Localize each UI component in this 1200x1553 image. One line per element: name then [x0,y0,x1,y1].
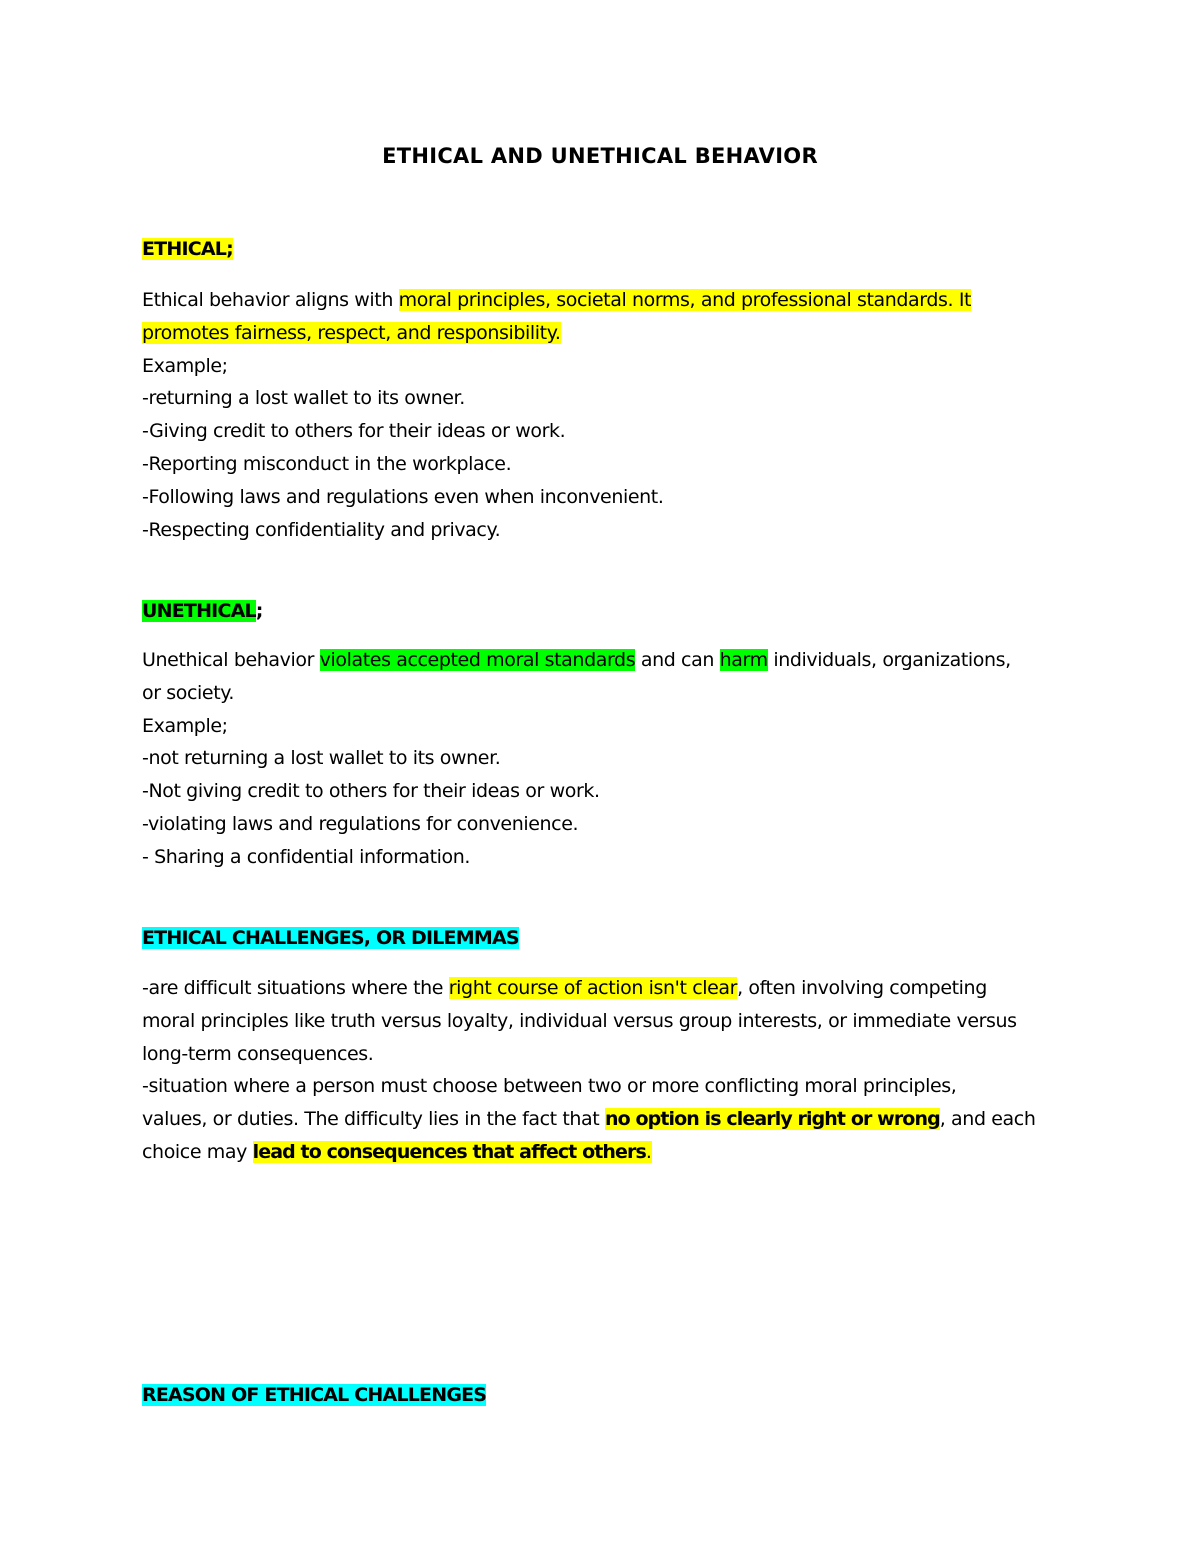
document-title: ETHICAL AND UNETHICAL BEHAVIOR [382,144,818,168]
unethical-intro-highlight-2: harm [719,649,768,671]
unethical-section-body [142,644,1062,874]
unethical-intro-line-1 [142,644,1062,677]
challenges-p2-line2-part-b: , and each [939,1108,1036,1131]
unethical-intro-part-1: Unethical behavior [142,649,320,671]
challenges-heading-text: ETHICAL CHALLENGES, OR DILEMMAS [142,927,519,949]
challenges-p1-line-1 [142,972,1062,1005]
ethical-intro-highlight-1: moral principles, societal norms, and professional standards. It [398,289,972,311]
unethical-intro-part-3: individuals, organizations, [767,649,1011,671]
ethical-section-body [142,284,1062,546]
challenges-heading [142,925,519,952]
unethical-heading [142,598,263,625]
unethical-example-item: -Not giving credit to others for their ideas or work. [142,780,600,803]
unethical-example-item: -not returning a lost wallet to its owner. [142,747,501,770]
ethical-intro-plain: Ethical behavior aligns with [142,289,399,311]
challenges-p1-line-3: long-term consequences. [142,1042,374,1065]
challenges-section-body [142,972,1062,1169]
ethical-example-label: Example; [142,354,228,377]
challenges-p2-line3-dot: . [645,1140,652,1163]
ethical-intro-line-1 [142,284,1062,317]
challenges-p1-line-2: moral principles like truth versus loyalty, individual versus group interests, or immediate versus [142,1009,1017,1032]
challenges-p2-line2-highlight: no option is clearly right or wrong [604,1108,940,1131]
challenges-p1-highlight: right course of action isn't clear [448,977,738,999]
ethical-example-item: -Following laws and regulations even when inconvenient. [142,485,664,508]
ethical-intro-line-2 [142,317,1062,350]
unethical-example-label: Example; [142,714,228,737]
ethical-example-item: -Reporting misconduct in the workplace. [142,452,512,475]
reasons-heading [142,1382,486,1409]
unethical-intro-highlight-1: violates accepted moral standards [319,649,636,671]
unethical-heading-suffix: ; [255,600,263,622]
challenges-p1-part-b: , often involving competing [737,977,987,999]
unethical-heading-text: UNETHICAL [142,600,256,622]
ethical-heading [142,236,233,263]
ethical-example-item: -Giving credit to others for their ideas or work. [142,420,566,443]
challenges-p1-part-a: -are difficult situations where the [142,977,449,999]
challenges-p2-line3-highlight: lead to consequences that affect others [252,1140,646,1163]
challenges-p2-line-3 [142,1136,1062,1169]
unethical-intro-line-2: or society. [142,681,235,704]
challenges-p2-line-1: -situation where a person must choose between two or more conflicting moral principles, [142,1075,957,1098]
unethical-intro-part-2: and can [635,649,720,671]
reasons-heading-text: REASON OF ETHICAL CHALLENGES [142,1384,487,1406]
challenges-p2-line3-part-a: choice may [142,1140,253,1163]
challenges-p2-line2-part-a: values, or duties. The difficulty lies in the fact that [142,1108,605,1131]
ethical-intro-highlight-2: promotes fairness, respect, and responsibility. [142,321,561,344]
ethical-heading-text: ETHICAL; [142,238,233,260]
challenges-p2-line-2 [142,1103,1062,1136]
unethical-example-item: -violating laws and regulations for convenience. [142,812,579,835]
ethical-example-item: -Respecting confidentiality and privacy. [142,518,501,541]
unethical-example-item: - Sharing a confidential information. [142,845,471,868]
ethical-example-item: -returning a lost wallet to its owner. [142,387,465,410]
